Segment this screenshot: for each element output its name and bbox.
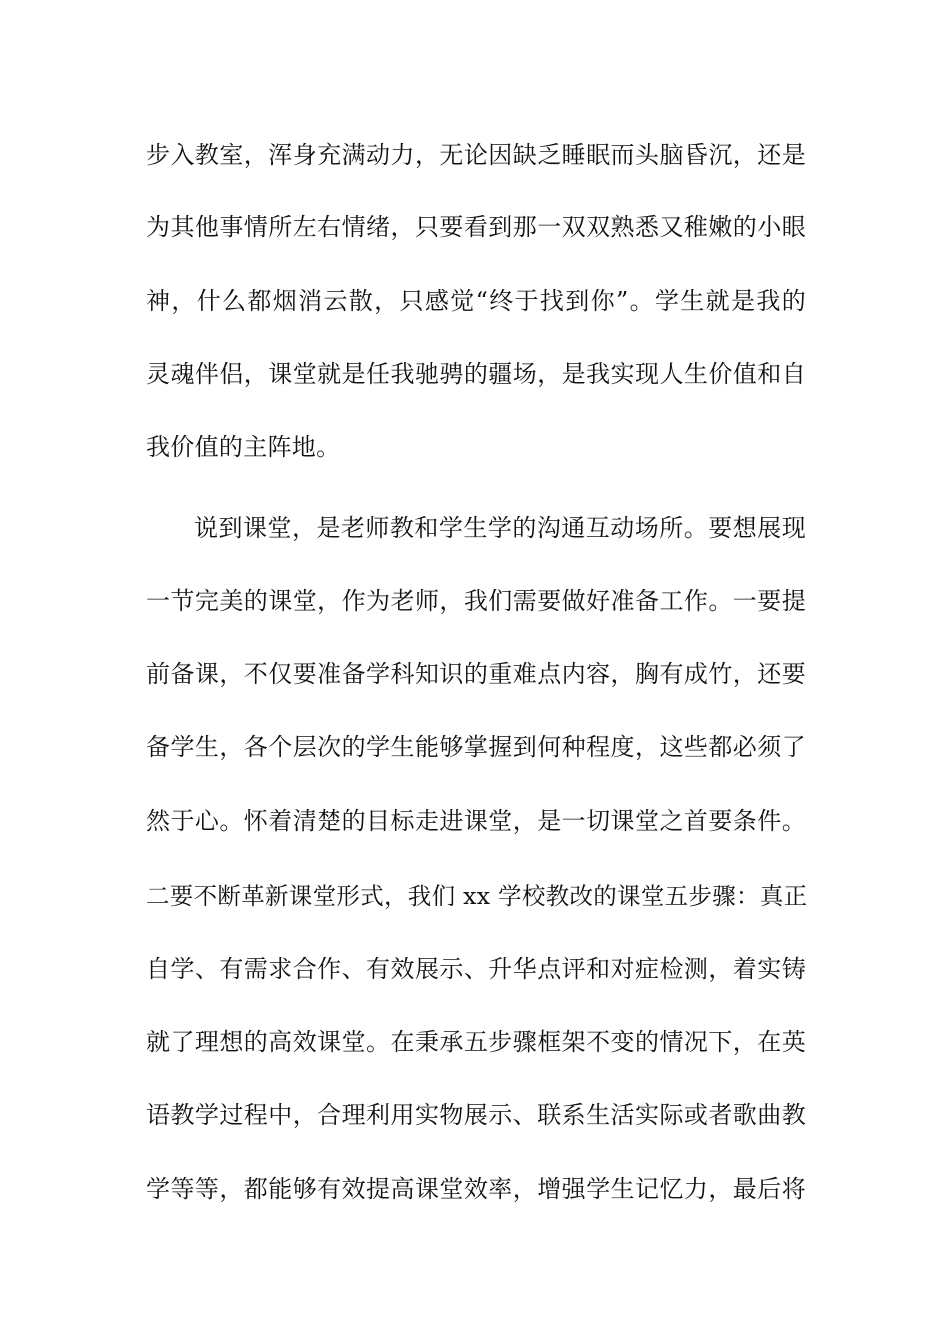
- text-line: 我价值的主阵地。: [146, 433, 341, 461]
- text-line: 就了理想的高效课堂。在秉承五步骤框架不变的情况下，在英: [146, 1028, 806, 1056]
- text-line: 为其他事情所左右情绪，只要看到那一双双熟悉又稚嫩的小眼: [146, 213, 806, 241]
- text-line: 学等等，都能够有效提高课堂效率，增强学生记忆力，最后将: [146, 1175, 806, 1203]
- text-line: 备学生，各个层次的学生能够掌握到何种程度，这些都必须了: [146, 733, 806, 761]
- text-line: 自学、有需求合作、有效展示、升华点评和对症检测，着实铸: [146, 955, 806, 983]
- text-line: 二要不断革新课堂形式，我们 xx 学校教改的课堂五步骤：真正: [146, 882, 808, 910]
- text-line: 前备课，不仅要准备学科知识的重难点内容，胸有成竹，还要: [146, 660, 806, 688]
- text-line: 神，什么都烟消云散，只感觉“终于找到你”。学生就是我的: [146, 287, 806, 315]
- text-line: 说到课堂，是老师教和学生学的沟通互动场所。要想展现: [194, 514, 806, 542]
- text-line: 灵魂伴侣，课堂就是任我驰骋的疆场，是我实现人生价值和自: [146, 360, 806, 388]
- text-line: 一节完美的课堂，作为老师，我们需要做好准备工作。一要提: [146, 587, 806, 615]
- text-line: 语教学过程中，合理利用实物展示、联系生活实际或者歌曲教: [146, 1101, 806, 1129]
- text-line: 步入教室，浑身充满动力，无论因缺乏睡眠而头脑昏沉，还是: [146, 141, 806, 169]
- text-line: 然于心。怀着清楚的目标走进课堂，是一切课堂之首要条件。: [146, 807, 806, 835]
